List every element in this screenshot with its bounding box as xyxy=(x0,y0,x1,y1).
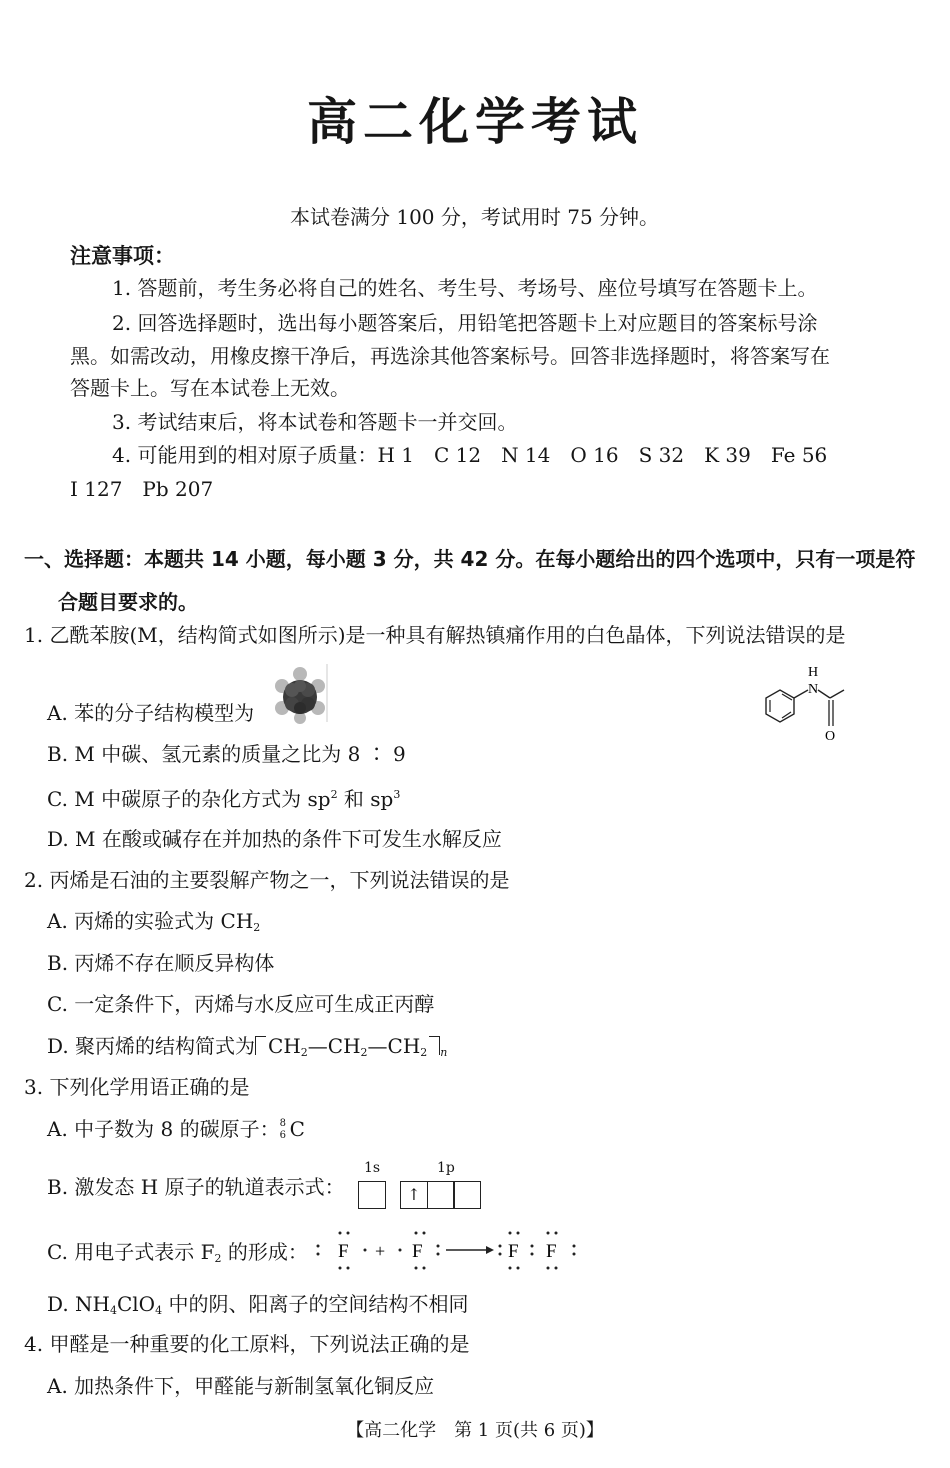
orbital-electron-arrow-icon: ↑ xyxy=(400,1181,428,1209)
option-c-mid: 和 sp xyxy=(337,787,394,811)
question-3-option-b: B. 激发态 H 原子的轨道表示式： xyxy=(47,1175,345,1199)
option-c-sup-1: 2 xyxy=(330,788,338,801)
polymer-bracket-right xyxy=(429,1036,440,1055)
notice-item-4-line-1: 4. 可能用到的相对原子质量：H 1 C 12 N 14 O 16 S 32 K 39 Fe 56 xyxy=(112,443,828,467)
question-1-stem: 1. 乙酰苯胺(M，结构简式如图所示)是一种具有解热镇痛作用的白色晶体，下列说法错误的是 xyxy=(24,623,846,647)
section-1-heading-line-1: 一、选择题：本题共 14 小题，每小题 3 分，共 42 分。在每小题给出的四个选项中，只有一项是符 xyxy=(24,547,916,571)
notice-item-2-line-3: 答题卡上。写在本试卷上无效。 xyxy=(70,376,350,400)
question-3-option-d xyxy=(47,1292,468,1323)
question-1-option-b: B. M 中碳、氢元素的质量之比为 8 ∶ 9 xyxy=(47,742,406,766)
orbital-label-1s: 1s xyxy=(364,1160,381,1176)
q3-d-3: 中的阴、阳离子的空间结构不相同 xyxy=(162,1292,469,1316)
question-3-option-a xyxy=(47,1117,305,1143)
q2-d-sub-2: 2 xyxy=(360,1046,368,1059)
question-4-stem: 4. 甲醛是一种重要的化工原料，下列说法正确的是 xyxy=(24,1332,470,1356)
q3-d-2: ClO xyxy=(116,1292,156,1316)
benzene-space-filling-model-icon xyxy=(272,662,332,724)
structure-n-label: N xyxy=(808,682,819,697)
question-2-option-b: B. 丙烯不存在顺反异构体 xyxy=(47,951,275,975)
q2-d-formula-2: —CH xyxy=(307,1034,361,1058)
question-3-option-c xyxy=(47,1240,308,1271)
question-2-stem: 2. 丙烯是石油的主要裂解产物之一，下列说法错误的是 xyxy=(24,868,510,892)
notice-item-1: 1. 答题前，考生务必将自己的姓名、考生号、考场号、座位号填写在答题卡上。 xyxy=(112,276,818,300)
exam-intro: 本试卷满分 100 分，考试用时 75 分钟。 xyxy=(290,205,660,229)
q2-d-formula-1: CH xyxy=(268,1034,301,1058)
electron-dot-formation-diagram xyxy=(310,1228,590,1274)
fluorine-symbol-3: F xyxy=(508,1241,519,1262)
fluorine-symbol-1: F xyxy=(338,1241,349,1262)
option-a-text: A. 苯的分子结构模型为 xyxy=(47,701,255,725)
page-title: 高二化学考试 xyxy=(307,93,643,151)
q2-d-sub-3: 2 xyxy=(420,1046,428,1059)
page-footer: 【高二化学 第 1 页(共 6 页)】 xyxy=(346,1420,604,1441)
q2-d-sub-1: 2 xyxy=(300,1046,308,1059)
nuclide-mass-number: 8 xyxy=(279,1117,286,1129)
question-1-option-c xyxy=(47,783,400,811)
q2-d-formula-3: —CH xyxy=(367,1034,421,1058)
option-c-sup-2: 3 xyxy=(393,788,401,801)
structure-h-label: H xyxy=(808,665,819,680)
q3-c-sub: 2 xyxy=(214,1252,222,1265)
orbital-label-1p: 1p xyxy=(437,1160,455,1176)
q3-c-prefix: C. 用电子式表示 F xyxy=(47,1240,215,1264)
notice-item-4-line-2: I 127 Pb 207 xyxy=(70,477,214,501)
fluorine-symbol-2: F xyxy=(412,1241,423,1262)
nuclide-symbol: C xyxy=(289,1117,305,1141)
acetanilide-structure-diagram xyxy=(760,660,860,746)
q3-d-sub-1: 4 xyxy=(109,1304,117,1317)
notice-item-3: 3. 考试结束后，将本试卷和答题卡一并交回。 xyxy=(112,410,518,434)
option-c-prefix: C. M 中碳原子的杂化方式为 sp xyxy=(47,787,331,811)
question-1-option-a xyxy=(47,701,254,725)
question-2-option-c: C. 一定条件下，丙烯与水反应可生成正丙醇 xyxy=(47,992,435,1016)
q2-a-sub: 2 xyxy=(253,921,261,934)
nuclide-atomic-number: 6 xyxy=(279,1129,286,1141)
q3-c-suffix: 的形成： xyxy=(221,1240,308,1264)
orbital-boxes-1p xyxy=(400,1181,481,1209)
notice-heading: 注意事项： xyxy=(70,244,175,268)
q2-d-n: n xyxy=(440,1046,448,1059)
notice-item-2-line-2: 黑。如需改动，用橡皮擦干净后，再选涂其他答案标号。回答非选择题时，将答案写在 xyxy=(70,344,830,368)
orbital-box-1s xyxy=(358,1181,386,1209)
question-4-option-a: A. 加热条件下，甲醛能与新制氢氧化铜反应 xyxy=(47,1374,435,1398)
question-3-stem: 3. 下列化学用语正确的是 xyxy=(24,1075,250,1099)
q3-d-sub-2: 4 xyxy=(155,1304,163,1317)
structure-o-label: O xyxy=(825,729,836,744)
section-1-heading-line-2: 合题目要求的。 xyxy=(58,590,198,614)
q2-a-prefix: A. 丙烯的实验式为 CH xyxy=(47,909,254,933)
q3-a-prefix: A. 中子数为 8 的碳原子： xyxy=(47,1117,280,1141)
polymer-bracket-left xyxy=(255,1036,266,1055)
notice-item-2-line-1: 2. 回答选择题时，选出每小题答案后，用铅笔把答题卡上对应题目的答案标号涂 xyxy=(112,311,818,335)
question-2-option-a xyxy=(47,909,260,940)
fluorine-symbol-4: F xyxy=(546,1241,557,1262)
nuclide-notation xyxy=(280,1119,290,1143)
question-1-option-d: D. M 在酸或碱存在并加热的条件下可发生水解反应 xyxy=(47,827,502,851)
question-2-option-d xyxy=(47,1034,447,1065)
q2-d-prefix: D. 聚丙烯的结构简式为 xyxy=(47,1034,256,1058)
plus-sign: + xyxy=(375,1241,386,1261)
q3-d-1: D. NH xyxy=(47,1292,110,1316)
